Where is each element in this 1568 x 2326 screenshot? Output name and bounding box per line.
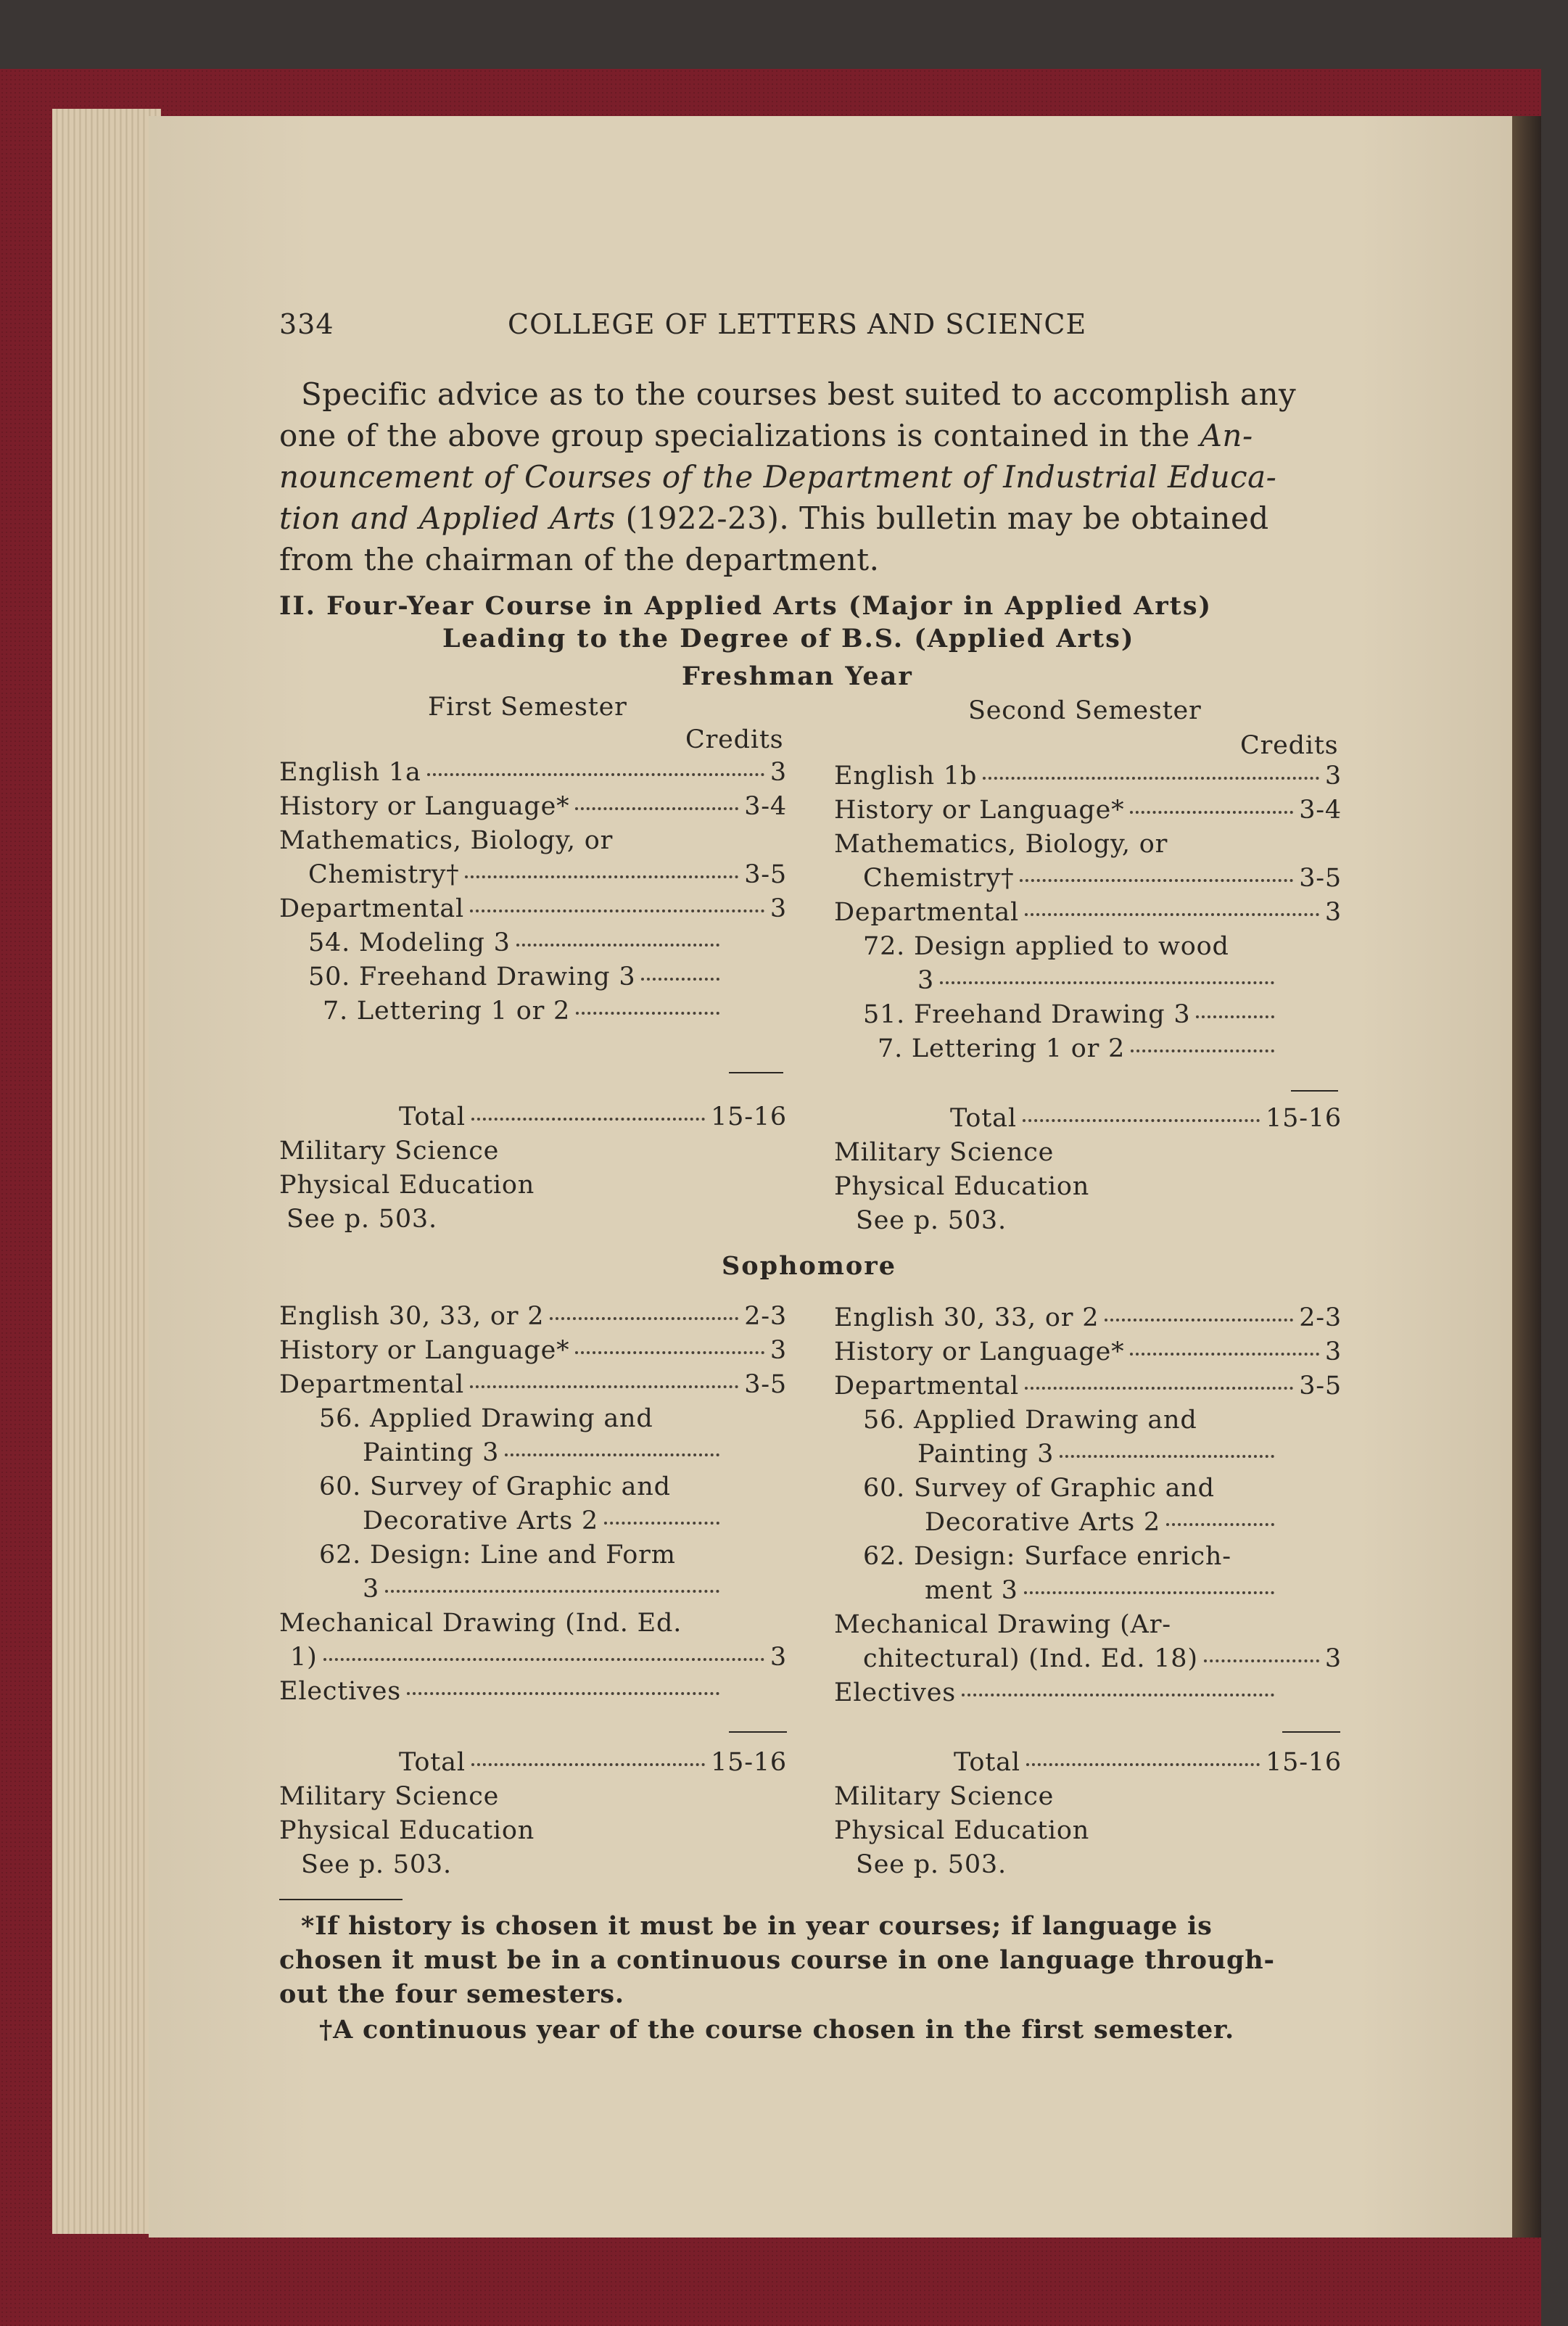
course-row: 7. Lettering 1 or 2 (878, 1034, 1280, 1068)
course-line: 62. Design: Line and Form (319, 1541, 676, 1570)
physical-education: Physical Education (834, 1816, 1090, 1845)
course-line: 60. Survey of Graphic and (863, 1474, 1215, 1503)
footnote-2: †A continuous year of the course chosen in the first semester. (319, 2015, 1235, 2045)
course-row: History or Language* 3-4 (834, 796, 1342, 825)
course-line: 62. Design: Surface enrich- (863, 1542, 1231, 1571)
total-row: Total 15-16 (399, 1102, 787, 1131)
course-line: 56. Applied Drawing and (319, 1404, 653, 1433)
course-row: Chemistry† 3-5 (863, 864, 1342, 893)
course-row: Departmental 3 (279, 894, 787, 923)
course-row: Departmental 3-5 (834, 1372, 1342, 1401)
course-row: 54. Modeling 3 (308, 928, 725, 962)
military-science: Military Science (279, 1137, 500, 1166)
section-title-1: II. Four-Year Course in Applied Arts (Major in Applied Arts) (279, 591, 1213, 621)
book-gutter (1512, 116, 1541, 2238)
total-row: Total 15-16 (399, 1748, 787, 1777)
course-row: Departmental 3 (834, 898, 1342, 927)
course-row: English 30, 33, or 2 2-3 (279, 1302, 787, 1331)
footnote-1-line-3: out the four semesters. (279, 1979, 624, 2009)
intro-line-3: nouncement of Courses of the Department of Industrial Educa- (279, 459, 1277, 495)
course-row: ment 3 (925, 1576, 1280, 1609)
military-science: Military Science (834, 1138, 1055, 1167)
page-number: 334 (279, 308, 334, 340)
course-row: Painting 3 (363, 1438, 725, 1472)
see-page-reference: See p. 503. (856, 1206, 1007, 1235)
course-row: chitectural) (Ind. Ed. 18) 3 (863, 1644, 1342, 1673)
see-page-reference: See p. 503. (856, 1850, 1007, 1879)
course-row: English 1a 3 (279, 758, 787, 787)
total-rule (729, 1072, 783, 1073)
intro-line-5: from the chairman of the department. (279, 542, 880, 577)
footnote-rule (279, 1899, 403, 1900)
course-line: Mechanical Drawing (Ar- (834, 1610, 1171, 1639)
see-page-reference: See p. 503. (286, 1205, 437, 1234)
total-rule (1282, 1731, 1340, 1733)
course-row: 7. Lettering 1 or 2 (323, 997, 725, 1030)
course-row: Electives (834, 1678, 1280, 1712)
course-line: 72. Design applied to wood (863, 932, 1229, 961)
course-line: 60. Survey of Graphic and (319, 1472, 671, 1501)
course-row: 51. Freehand Drawing 3 (863, 1000, 1280, 1034)
see-page-reference: See p. 503. (301, 1850, 452, 1879)
course-row: Chemistry† 3-5 (308, 860, 787, 889)
intro-line-2: one of the above group specializations is contained in the An- (279, 418, 1253, 453)
physical-education: Physical Education (279, 1816, 535, 1845)
course-row: 3 (917, 966, 1280, 999)
course-row: History or Language* 3 (834, 1337, 1342, 1366)
course-row: History or Language* 3 (279, 1336, 787, 1365)
course-row: Electives (279, 1677, 725, 1710)
course-row: Decorative Arts 2 (363, 1506, 725, 1540)
total-rule (1291, 1090, 1338, 1092)
course-line: Mechanical Drawing (Ind. Ed. (279, 1609, 682, 1638)
course-row: 3 (363, 1575, 725, 1608)
course-row: 50. Freehand Drawing 3 (308, 962, 725, 996)
course-row: Painting 3 (917, 1440, 1280, 1473)
course-row: 1) 3 (290, 1643, 787, 1672)
footnote-1-line-2: chosen it must be in a continuous course in one language through- (279, 1945, 1275, 1975)
course-line: 56. Applied Drawing and (863, 1406, 1197, 1435)
page-edges (52, 109, 161, 2234)
physical-education: Physical Education (279, 1171, 535, 1200)
first-semester-heading: First Semester (428, 693, 627, 722)
intro-line-1: Specific advice as to the courses best suited to accomplish any (301, 376, 1297, 412)
freshman-heading: Freshman Year (682, 661, 913, 691)
physical-education: Physical Education (834, 1172, 1090, 1201)
course-row: History or Language* 3-4 (279, 792, 787, 821)
credits-heading-left: Credits (685, 725, 784, 754)
sophomore-heading: Sophomore (722, 1251, 896, 1281)
total-rule (729, 1731, 787, 1733)
section-title-2: Leading to the Degree of B.S. (Applied Arts) (442, 624, 1135, 653)
credits-heading-right: Credits (1240, 731, 1339, 760)
course-line: Mathematics, Biology, or (279, 826, 614, 855)
total-row: Total 15-16 (954, 1748, 1342, 1777)
total-row: Total 15-16 (950, 1104, 1342, 1133)
course-row: Decorative Arts 2 (925, 1508, 1280, 1541)
second-semester-heading: Second Semester (968, 696, 1202, 725)
running-title: COLLEGE OF LETTERS AND SCIENCE (508, 308, 1087, 340)
course-row: Departmental 3-5 (279, 1370, 787, 1399)
military-science: Military Science (834, 1782, 1055, 1811)
footnote-1-line-1: *If history is chosen it must be in year courses; if language is (301, 1911, 1213, 1941)
intro-line-4: tion and Applied Arts (1922-23). This bulletin may be obtained (279, 500, 1269, 536)
course-row: English 30, 33, or 2 2-3 (834, 1303, 1342, 1332)
military-science: Military Science (279, 1782, 500, 1811)
course-row: English 1b 3 (834, 762, 1342, 791)
course-line: Mathematics, Biology, or (834, 830, 1168, 859)
